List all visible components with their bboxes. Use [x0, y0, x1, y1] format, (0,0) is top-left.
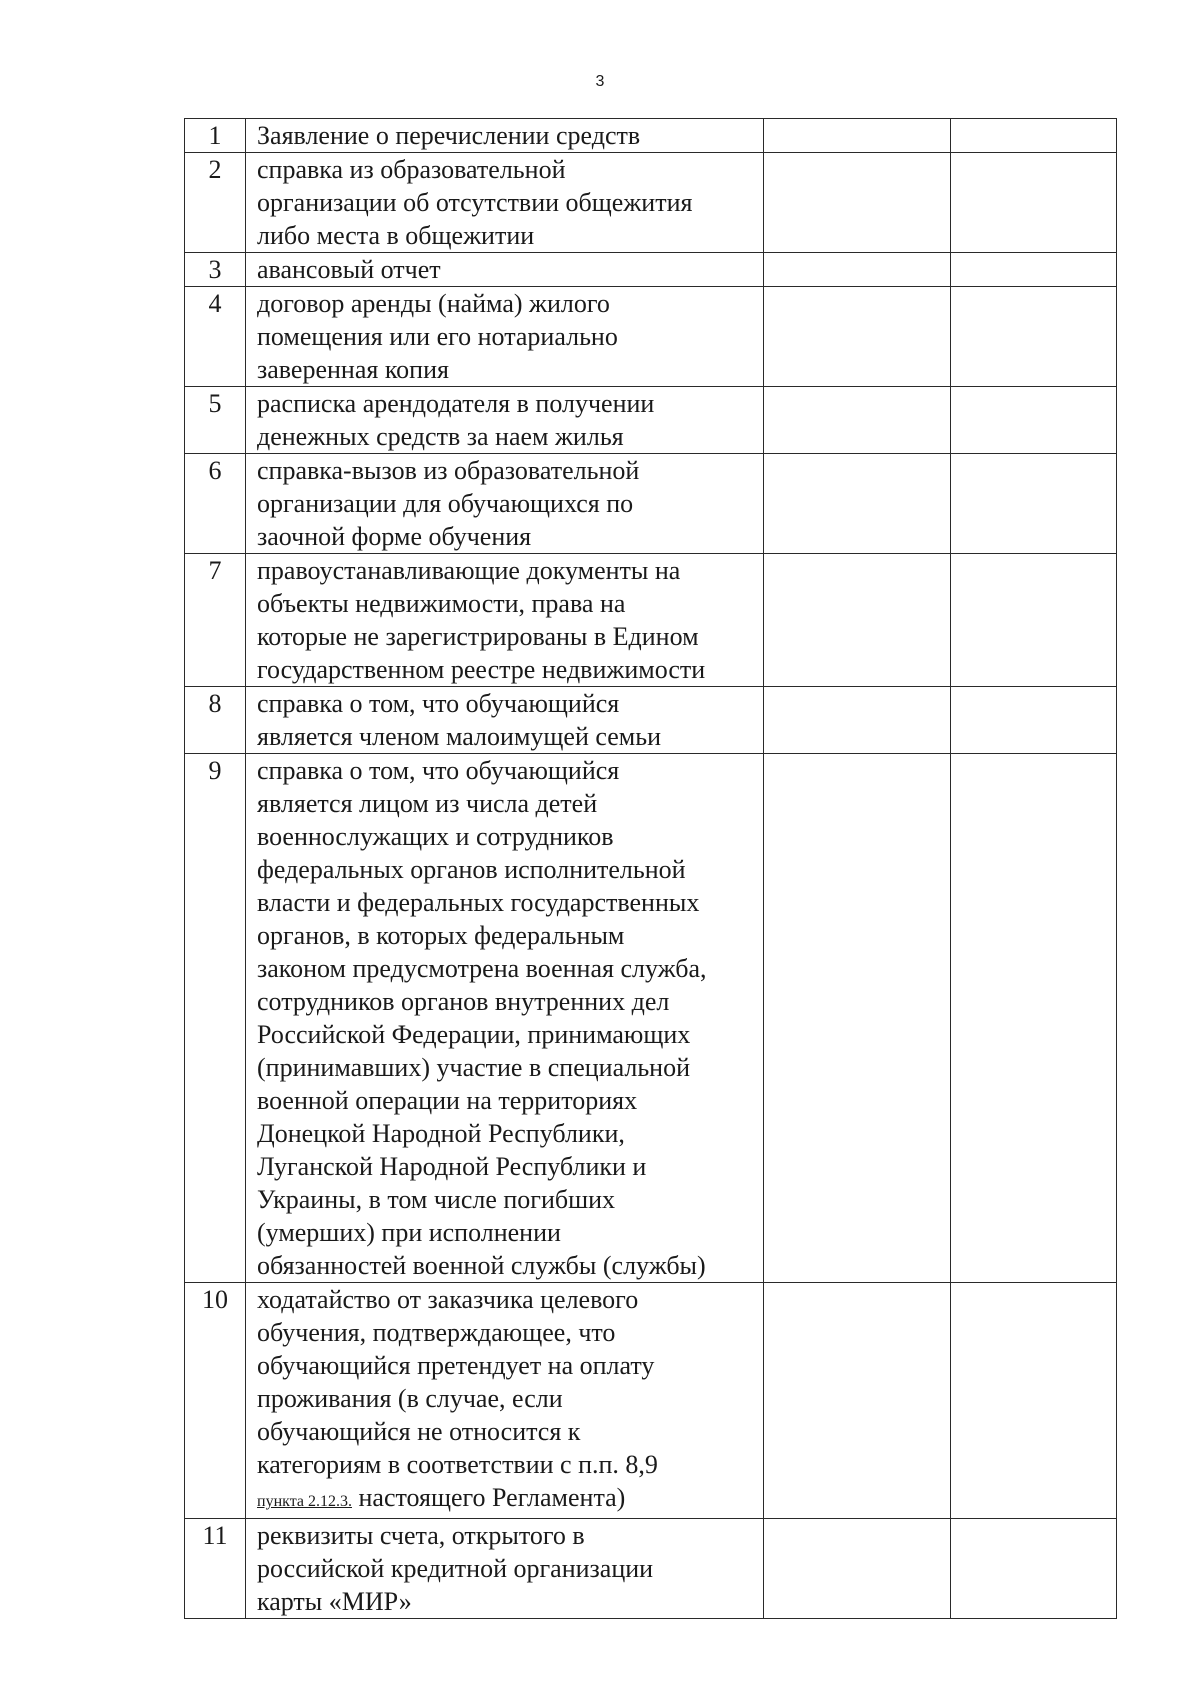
empty-cell: [951, 153, 1117, 253]
document-text-line: Донецкой Народной Республики,: [257, 1119, 625, 1148]
empty-cell: [951, 1519, 1117, 1619]
document-text-line: является лицом из числа детей: [257, 789, 598, 818]
document-name-cell: [246, 687, 764, 754]
empty-cell: [951, 253, 1117, 287]
document-text-line: обучения, подтверждающее, что: [257, 1318, 616, 1347]
empty-cell: [764, 387, 951, 454]
table-row: [185, 1519, 1117, 1619]
document-text-line: категориям в соответствии с п.п. 8,9: [257, 1450, 658, 1479]
document-text-line: Украины, в том числе погибших: [257, 1185, 616, 1214]
document-text-line: справка о том, что обучающийся: [257, 689, 620, 718]
row-number: 5: [185, 387, 246, 454]
document-text-line: военнослужащих и сотрудников: [257, 822, 614, 851]
empty-cell: [764, 554, 951, 687]
table-row: [185, 687, 1117, 754]
document-text-line: либо места в общежитии: [257, 221, 535, 250]
empty-cell: [951, 554, 1117, 687]
regulation-reference-link[interactable]: пункта 2.12.3.: [257, 1493, 352, 1510]
row-number: 1: [185, 119, 246, 153]
document-text-line: организации для обучающихся по: [257, 489, 634, 518]
document-name-cell: [246, 454, 764, 554]
document-text-line: организации об отсутствии общежития: [257, 188, 693, 217]
table-row: [185, 287, 1117, 387]
document-text-line: которые не зарегистрированы в Едином: [257, 622, 699, 651]
empty-cell: [951, 687, 1117, 754]
document-name-cell: [246, 153, 764, 253]
document-text-line: Заявление о перечислении средств: [257, 121, 641, 150]
document-text-line: российской кредитной организации: [257, 1554, 654, 1583]
document-text-line: правоустанавливающие документы на: [257, 556, 681, 585]
document-text-line: сотрудников органов внутренних дел: [257, 987, 670, 1016]
document-text-line: [257, 1481, 759, 1518]
empty-cell: [764, 253, 951, 287]
empty-cell: [764, 687, 951, 754]
empty-cell: [951, 754, 1117, 1283]
table-row: [185, 387, 1117, 454]
document-text-line: военной операции на территориях: [257, 1086, 638, 1115]
document-text-line: заочной форме обучения: [257, 522, 532, 551]
table-row: [185, 1283, 1117, 1519]
document-name-cell: [246, 754, 764, 1283]
document-text-line: является членом малоимущей семьи: [257, 722, 661, 751]
empty-cell: [951, 1283, 1117, 1519]
table-row: [185, 754, 1117, 1283]
table-row: [185, 554, 1117, 687]
document-name-cell: [246, 1283, 764, 1519]
empty-cell: [764, 119, 951, 153]
document-text-line: обучающийся не относится к: [257, 1417, 581, 1446]
document-text-line: расписка арендодателя в получении: [257, 389, 655, 418]
documents-table: [184, 118, 1117, 1619]
empty-cell: [764, 153, 951, 253]
document-text-line: авансовый отчет: [257, 255, 441, 284]
document-text-line: договор аренды (найма) жилого: [257, 289, 610, 318]
document-text-line: обучающийся претендует на оплату: [257, 1351, 655, 1380]
row-number: 2: [185, 153, 246, 253]
document-text-line: ходатайство от заказчика целевого: [257, 1285, 639, 1314]
document-text-line: (принимавших) участие в специальной: [257, 1053, 690, 1082]
document-name-cell: [246, 1519, 764, 1619]
document-name-cell: [246, 554, 764, 687]
empty-cell: [764, 1283, 951, 1519]
document-name-cell: [246, 287, 764, 387]
document-text-line: карты «МИР»: [257, 1587, 412, 1616]
document-text-line: помещения или его нотариально: [257, 322, 618, 351]
document-text-line: законом предусмотрена военная служба,: [257, 954, 707, 983]
document-text-line: Российской Федерации, принимающих: [257, 1020, 691, 1049]
table-row: [185, 119, 1117, 153]
document-text-line: денежных средств за наем жилья: [257, 422, 624, 451]
row-number: 6: [185, 454, 246, 554]
document-name-cell: [246, 119, 764, 153]
document-text-line: обязанностей военной службы (службы): [257, 1251, 706, 1280]
document-text-line: органов, в которых федеральным: [257, 921, 625, 950]
document-text-line: федеральных органов исполнительной: [257, 855, 686, 884]
empty-cell: [764, 1519, 951, 1619]
document-text-line: справка-вызов из образовательной: [257, 456, 640, 485]
row-number: 8: [185, 687, 246, 754]
page-number: 3: [595, 73, 605, 90]
row-number: 9: [185, 754, 246, 1283]
document-text-line: государственном реестре недвижимости: [257, 655, 706, 684]
row-number: 7: [185, 554, 246, 687]
document-text-tail: настоящего Регламента): [351, 1483, 626, 1512]
empty-cell: [764, 754, 951, 1283]
table-row: [185, 153, 1117, 253]
document-text-line: реквизиты счета, открытого в: [257, 1521, 585, 1550]
document-text-line: заверенная копия: [257, 355, 449, 384]
document-name-cell: [246, 387, 764, 454]
document-text-line: проживания (в случае, если: [257, 1384, 563, 1413]
document-text-line: Луганской Народной Республики и: [257, 1152, 647, 1181]
empty-cell: [764, 287, 951, 387]
document-text-line: (умерших) при исполнении: [257, 1218, 561, 1247]
row-number: 10: [185, 1283, 246, 1519]
row-number: 3: [185, 253, 246, 287]
document-text-line: власти и федеральных государственных: [257, 888, 700, 917]
row-number: 11: [185, 1519, 246, 1619]
document-text-line: объекты недвижимости, права на: [257, 589, 626, 618]
document-name-cell: [246, 253, 764, 287]
empty-cell: [951, 387, 1117, 454]
empty-cell: [764, 454, 951, 554]
row-number: 4: [185, 287, 246, 387]
document-text-line: справка из образовательной: [257, 155, 566, 184]
document-text-line: справка о том, что обучающийся: [257, 756, 620, 785]
empty-cell: [951, 287, 1117, 387]
table-row: [185, 253, 1117, 287]
table-row: [185, 454, 1117, 554]
empty-cell: [951, 119, 1117, 153]
empty-cell: [951, 454, 1117, 554]
